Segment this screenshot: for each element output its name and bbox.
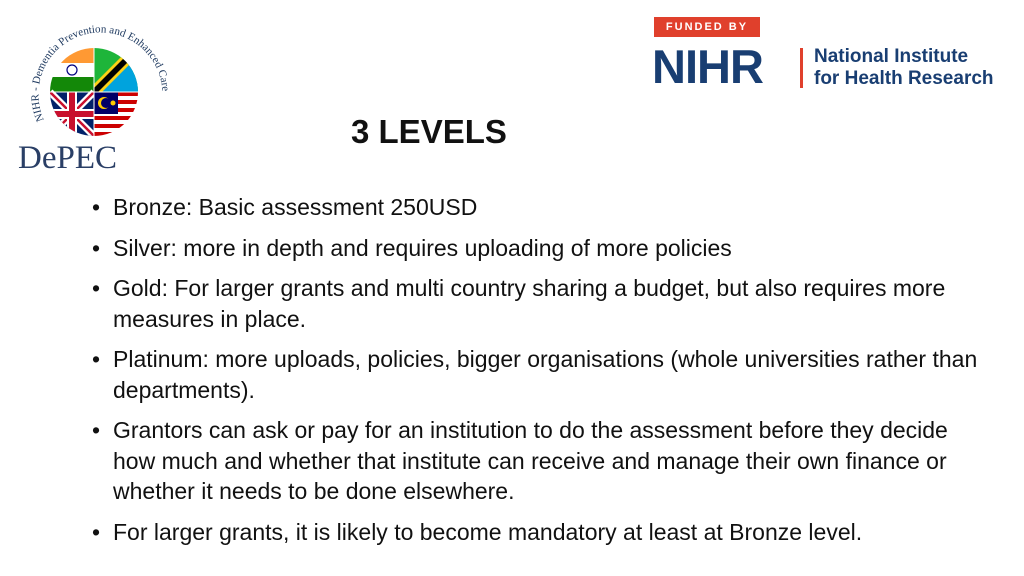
- bullet-silver: • Silver: more in depth and requires uploading of more policies: [92, 233, 992, 264]
- nihr-full-name: [814, 46, 994, 90]
- bullet-bronze: • Bronze: Basic assessment 250USD: [92, 192, 992, 223]
- bullet-mandatory: • For larger grants, it is likely to become mandatory at least at Bronze level.: [92, 517, 992, 548]
- bullet-grantors: • Grantors can ask or pay for an institution to do the assessment before they decide how much and whether that institute can receive and manage their own finance or whether it needs to be done elsewhere.: [92, 415, 992, 507]
- nihr-logo: [652, 17, 1004, 97]
- nihr-name-line2: for Health Research: [814, 68, 994, 89]
- nihr-divider: [800, 48, 803, 88]
- bullet-gold: • Gold: For larger grants and multi country sharing a budget, but also requires more measures in place.: [92, 273, 992, 334]
- depec-logo: [14, 12, 174, 174]
- nihr-name-line1: National Institute: [814, 46, 969, 67]
- funded-by-badge: FUNDED BY: [654, 17, 760, 37]
- bullet-list: [92, 192, 992, 557]
- ring-text: NIHR - Dementia Prevention and Enhanced Care: [29, 23, 172, 124]
- nihr-acronym: NIHR: [652, 40, 763, 93]
- depec-wordmark: DePEC: [18, 140, 117, 174]
- slide-title: 3 LEVELS: [351, 113, 507, 150]
- bullet-platinum: • Platinum: more uploads, policies, bigger organisations (whole universities rather than departments).: [92, 344, 992, 405]
